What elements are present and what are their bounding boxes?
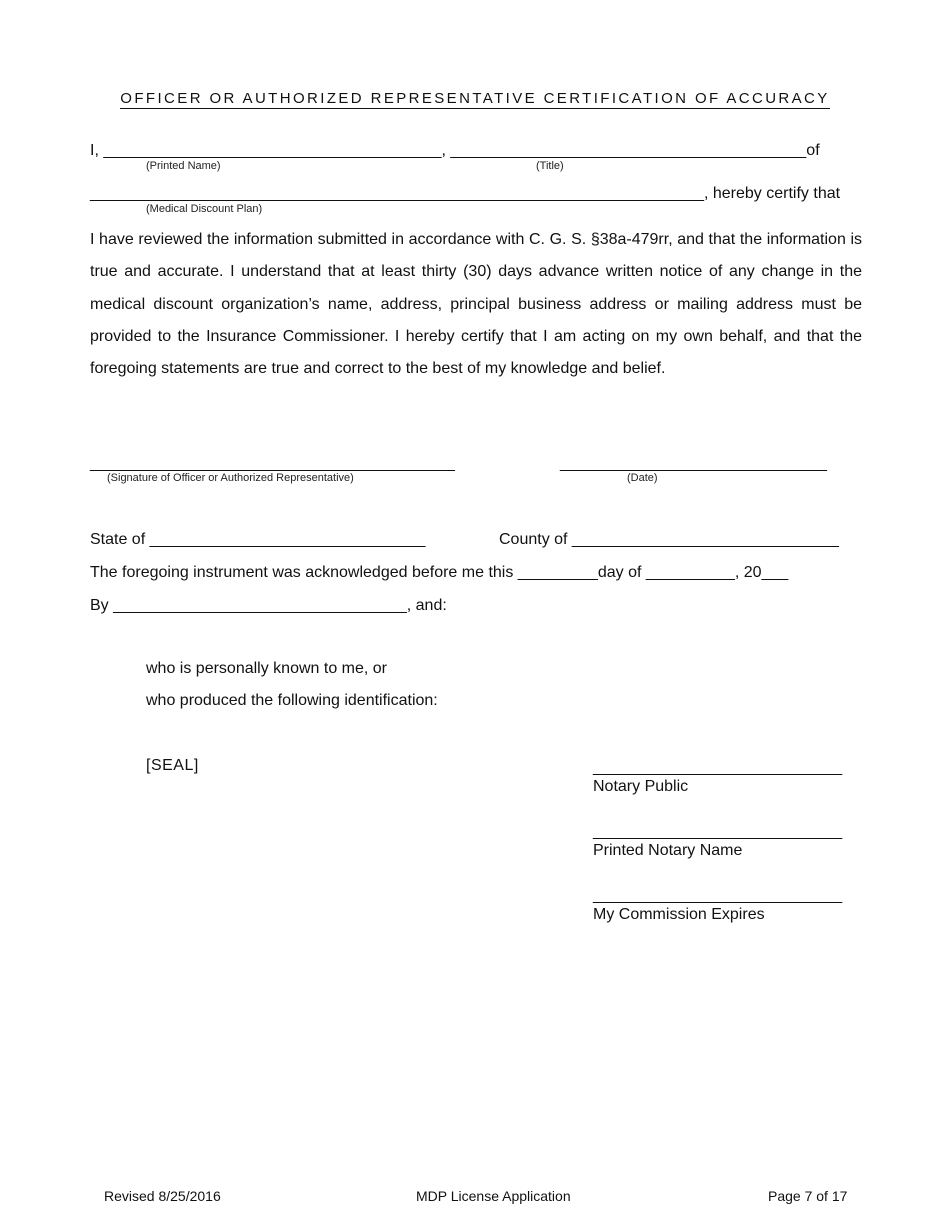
certification-paragraph <box>90 224 862 385</box>
title-caption: (Title) <box>536 160 564 172</box>
printed-notary-label: Printed Notary Name <box>593 842 743 859</box>
footer-page-number: Page 7 of 17 <box>768 1188 848 1204</box>
signature-line: _________________________________________ <box>90 455 455 472</box>
name-title-line: I, ______________________________________, ________________________________________of <box>90 142 820 159</box>
acknowledgment-line: The foregoing instrument was acknowledged before me this _________day of __________, 20___ <box>90 564 789 581</box>
by-line: By _________________________________, and: <box>90 597 447 614</box>
form-title <box>0 90 950 107</box>
seal-label: [SEAL] <box>146 757 199 774</box>
commission-label: My Commission Expires <box>593 906 765 923</box>
printed-notary-line: ____________________________ <box>593 823 843 840</box>
notary-public-line: ____________________________ <box>593 759 843 776</box>
date-line: ______________________________ <box>560 455 827 472</box>
footer-revised: Revised 8/25/2016 <box>104 1188 221 1204</box>
known-option: who is personally known to me, or <box>146 660 387 677</box>
printed-name-caption: (Printed Name) <box>146 160 221 172</box>
date-caption: (Date) <box>627 472 658 484</box>
commission-line: ____________________________ <box>593 887 843 904</box>
signature-caption: (Signature of Officer or Authorized Representative) <box>107 472 354 484</box>
county-field: County of ______________________________ <box>499 531 839 548</box>
state-field: State of _______________________________ <box>90 531 426 548</box>
footer-title: MDP License Application <box>416 1188 571 1204</box>
notary-public-label: Notary Public <box>593 778 689 795</box>
plan-line: _____________________________________________________________________, hereby certify that <box>90 185 841 202</box>
identification-option: who produced the following identification: <box>146 692 438 709</box>
plan-caption: (Medical Discount Plan) <box>146 203 263 215</box>
certification-text: I have reviewed the information submitted in accordance with C. G. S. §38a-479rr, and that the information is true and accurate. I understand that at least thirty (30) days advance written notice of any change in the medical discount organization’s name, address, principal business address or mailing address must be provided to the Insurance Commissioner. I hereby certify that I am acting on my own behalf, and that the foregoing statements are true and correct to the best of my knowledge and belief. <box>90 231 862 378</box>
form-title-text: OFFICER OR AUTHORIZED REPRESENTATIVE CERTIFICATION OF ACCURACY <box>120 90 830 107</box>
